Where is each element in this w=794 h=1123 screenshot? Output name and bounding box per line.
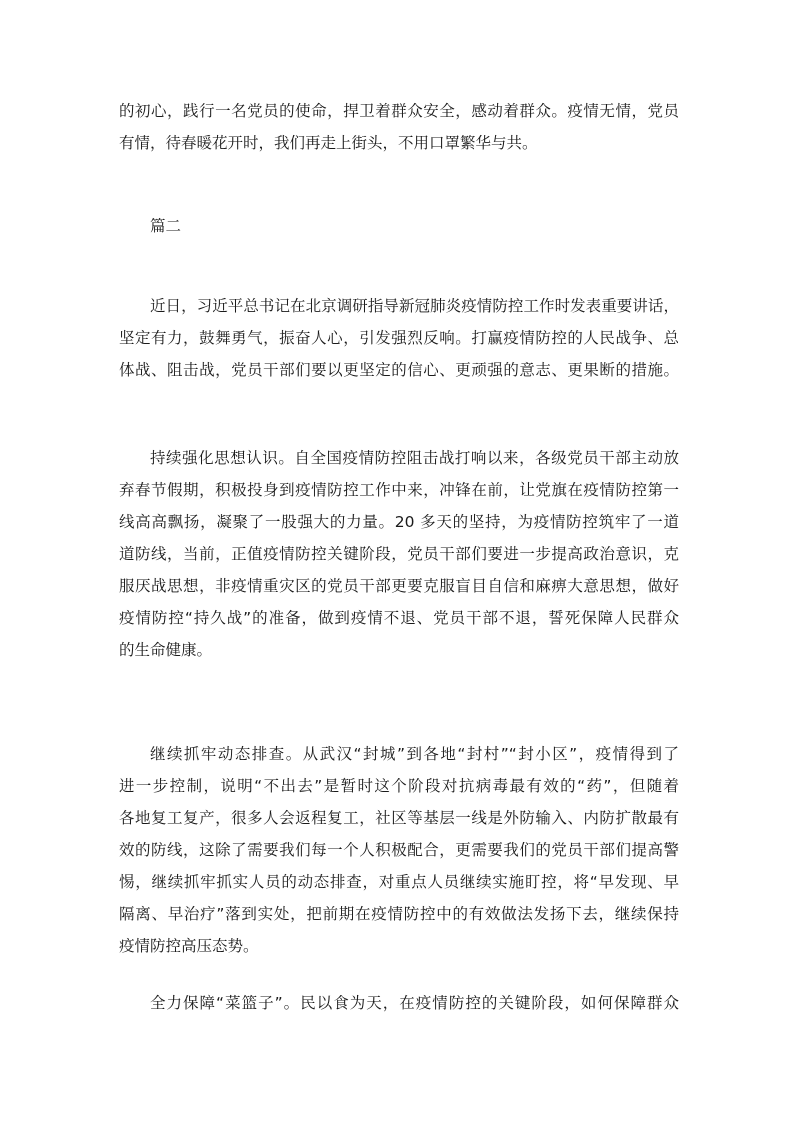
text-line: 进一步控制，说明“不出去”是暂时这个阶段对抗病毒最有效的“药”，但随着 — [119, 777, 679, 795]
text-line: 线高高飘扬，凝聚了一股强大的力量。20 多天的坚持，为疫情防控筑牢了一道 — [119, 513, 679, 531]
text-line: 隔离、早治疗”落到实处，把前期在疫情防控中的有效做法发扬下去，继续保持 — [119, 905, 679, 923]
paragraph-intro — [119, 290, 679, 386]
section-heading: 篇二 — [150, 217, 182, 235]
text-line: 持续强化思想认识。自全国疫情防控阻击战打响以来，各级党员干部主动放 — [150, 449, 679, 467]
text-line: 体战、阻击战，党员干部们要以更坚定的信心、更顽强的意志、更果断的措施。 — [119, 361, 679, 379]
text-line: 继续抓牢动态排查。从武汉“封城”到各地“封村”“封小区”，疫情得到了 — [150, 745, 679, 763]
text-line: 有情，待春暖花开时，我们再走上街头，不用口罩繁华与共。 — [119, 134, 538, 152]
text-line: 疫情防控“持久战”的准备，做到疫情不退、党员干部不退，誓死保障人民群众 — [119, 609, 679, 627]
paragraph-screening — [119, 738, 679, 962]
text-line: 弃春节假期，积极投身到疫情防控工作中来，冲锋在前，让党旗在疫情防控第一 — [119, 481, 679, 499]
text-line: 的初心，践行一名党员的使命，捍卫着群众安全，感动着群众。疫情无情，党员 — [119, 102, 679, 120]
text-line: 道防线，当前，正值疫情防控关键阶段，党员干部们要进一步提高政治意识，克 — [119, 545, 679, 563]
text-line: 服厌战思想，非疫情重灾区的党员干部更要克服盲目自信和麻痹大意思想，做好 — [119, 577, 679, 595]
paragraph-food-supply — [119, 987, 679, 1019]
text-line: 近日，习近平总书记在北京调研指导新冠肺炎疫情防控工作时发表重要讲话， — [150, 297, 679, 315]
text-line: 的生命健康。 — [119, 641, 213, 659]
text-line: 效的防线，这除了需要我们每一个人积极配合，更需要我们的党员干部们提高警 — [119, 841, 679, 859]
paragraph-continuation — [119, 95, 679, 159]
text-line: 全力保障“菜篮子”。民以食为天，在疫情防控的关键阶段，如何保障群众 — [150, 994, 679, 1012]
text-line: 各地复工复产，很多人会返程复工，社区等基层一线是外防输入、内防扩散最有 — [119, 809, 679, 827]
text-line: 疫情防控高压态势。 — [119, 937, 259, 955]
paragraph-ideology — [119, 442, 679, 666]
text-line: 惕，继续抓牢抓实人员的动态排查，对重点人员继续实施盯控，将“早发现、早 — [119, 873, 679, 891]
text-line: 坚定有力，鼓舞勇气，振奋人心，引发强烈反响。打赢疫情防控的人民战争、总 — [119, 329, 679, 347]
